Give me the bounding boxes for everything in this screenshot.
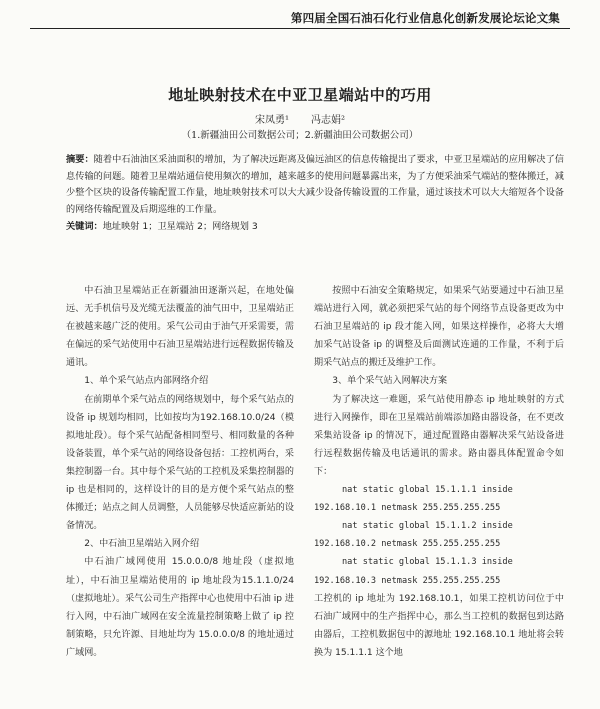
keywords-text: 地址映射 1；卫星端站 2；网络规划 3 <box>102 221 258 232</box>
config-line: nat static global 15.1.1.3 inside <box>342 557 513 568</box>
keywords-label: 关键词： <box>66 221 103 232</box>
config-line: nat static global 15.1.1.1 inside <box>342 485 513 496</box>
abstract-text: 随着中石油油区采油面积的增加，为了解决远距离及偏远油区的信息传输提出了要求，中亚卫星端站的应用解决了信息传输的问题。随着卫星端站通信使用频次的增加，越来越多的使用问题暴露出来，为了方便采油采气端站的整体搬迁，减少整个区块的设备传输配置工作量，地址映射技术可以大大减少设备传输设置的工作量，通过该技术可以大大缩短各个设备的网络传输配置及后期巡维的工作量。 <box>66 154 565 215</box>
author-2: 冯志娟² <box>311 115 346 126</box>
body-column-right <box>314 282 564 662</box>
affiliations: （1.新疆油田公司数据公司；2.新疆油田公司数据公司） <box>181 130 419 141</box>
section-heading: 2、中石油卫星端站入网介绍 <box>84 539 200 550</box>
config-line: 192.168.10.3 netmask 255.255.255.255 <box>314 575 501 586</box>
authors <box>0 111 600 126</box>
body-column-left <box>66 282 294 662</box>
config-line: 192.168.10.2 netmask 255.255.255.255 <box>314 539 501 550</box>
paper-title: 地址映射技术在中亚卫星端站中的巧用 <box>168 86 432 104</box>
paragraph: 中石油广域网使用 15.0.0.0/8 地址段（虚拟地址），中石油卫星端站使用的 ip 地址段为15.1.1.0/24（虚拟地址）。采气公司生产指挥中心也使用中石油 ip 进行入网，中石油广域网在安全流量控制策略上做了 ip 控制策略，只允许源、目地址均为 15.0.0.0/8 的地址通过广域网。 <box>66 557 294 658</box>
paragraph: 为了解决这一难题，采气站使用静态 ip 地址映射的方式进行入网操作，即在卫星端站前端添加路由器设备，在不更改采集站设备 ip 的情况下，通过配置路由器解决采气站设备进行远程数据传输及电话通讯的需求。路由器具体配置命令如下： <box>314 394 564 477</box>
abstract-label: 摘要： <box>66 154 94 165</box>
section-heading: 3、单个采气站入网解决方案 <box>332 376 448 387</box>
paragraph: 工控机的 ip 地址为 192.168.10.1，如果工控机访问位于中石油广域网中的生产指挥中心，那么当工控机的数据包到达路由器后，工控机数据包中的源地址 192.168.10.1 地址将会转换为 15.1.1.1 这个地 <box>314 593 564 658</box>
paragraph: 中石油卫星端站正在新疆油田逐渐兴起，在地处偏远、无手机信号及光缆无法覆盖的油气田中，卫星端站正在被越来越广泛的使用。采气公司由于油气开采需要，需在偏远的采气站使用中石油卫星端站进行远程数据传输及通讯。 <box>66 286 294 369</box>
keywords <box>66 220 564 234</box>
config-line: 192.168.10.1 netmask 255.255.255.255 <box>314 503 501 514</box>
section-heading: 1、单个采气站点内部网络介绍 <box>84 376 209 387</box>
author-1: 宋凤勇¹ <box>254 115 289 126</box>
running-title: 第四届全国石油石化行业信息化创新发展论坛论文集 <box>290 11 560 25</box>
header-rule <box>30 28 570 29</box>
paragraph: 按照中石油安全策略规定，如果采气站要通过中石油卫星端站进行入网，就必须把采气站的每个网络节点设备更改为中石油卫星端站的 ip 段才能入网，如果这样操作，必将大大增加采气站设备 ip 的调整及后面测试连通的工作量，不利于后期采气站点的搬迁及维护工作。 <box>314 286 564 369</box>
running-header <box>0 0 600 30</box>
abstract <box>66 152 564 218</box>
config-line: nat static global 15.1.1.2 inside <box>342 521 513 532</box>
paragraph: 在前期单个采气站点的网络规划中，每个采气站点的设备 ip 规划均相同，比如按均为192.168.10.0/24（模拟地址段）。每个采气站配备相同型号、相同数量的各种设备装置，单个采气站的网络设备包括：工控机两台，采集控制器一台。其中每个采气站的工控机及采集控制器的 ip 也是相同的，这样设计的目的是方便个采气站点的整体搬迁；站点之间人员调整，人员能够尽快适应新站的设备情况。 <box>66 394 294 532</box>
